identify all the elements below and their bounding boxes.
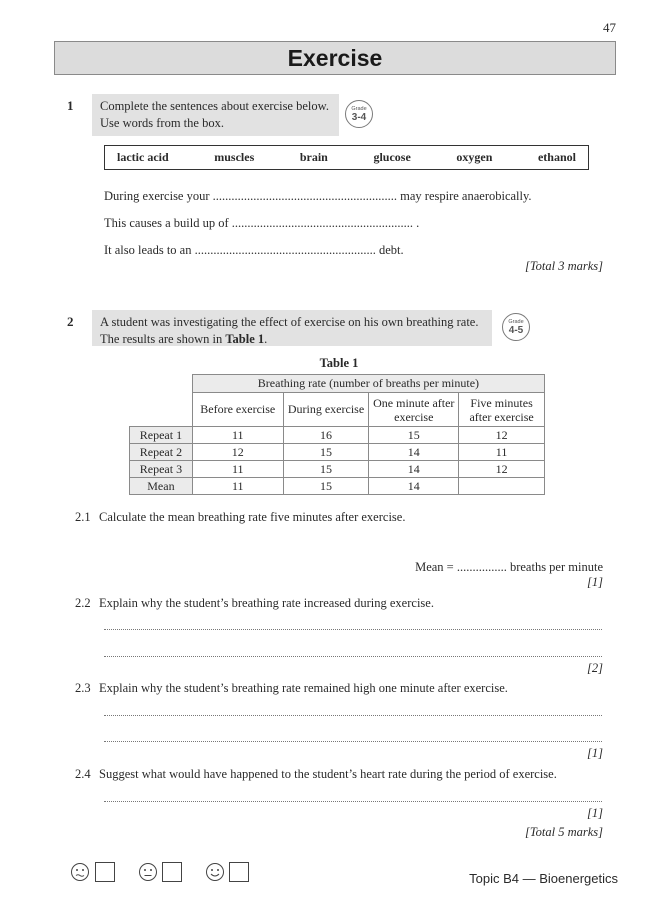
mean-answer-line[interactable]: Mean = ................ breaths per minute [415,560,603,574]
word-box-item: lactic acid [117,150,169,164]
question-1-prompt-line1: Complete the sentences about exercise below. [100,99,329,113]
table-corner [130,375,193,393]
grade-badge-icon [345,100,373,128]
q2-total-marks: [Total 5 marks] [524,825,603,839]
page-number: 47 [603,20,616,35]
topic-footer: Topic B4 — Bioenergetics [469,871,618,886]
q1-sentence-2: This causes a build up of .......................................................... . [104,216,420,230]
answer-line[interactable] [104,656,602,657]
grade-label: Grade [508,318,524,325]
table-cell: 15 [283,478,369,495]
question-2-prompt-line2: The results are shown in Table 1. [100,332,268,346]
table-caption: Table 1 [319,356,359,370]
confidence-checkbox[interactable] [95,862,115,882]
table-row-label: Repeat 1 [130,427,193,444]
subquestion-2-1-text: Calculate the mean breathing rate five minutes after exercise. [99,510,406,524]
word-box-item: brain [299,150,328,164]
q1-sentence-3: It also leads to an .......................................................... debt. [104,243,404,257]
subquestion-2-2-marks: [2] [587,661,603,675]
answer-line[interactable] [104,629,602,630]
table-row [130,461,545,478]
question-1-number: 1 [67,98,74,113]
word-box-item: oxygen [456,150,493,164]
table-cell: 14 [369,444,459,461]
table-column-header: One minute after exercise [369,393,459,427]
table-cell: 15 [369,427,459,444]
subquestion-2-2-text: Explain why the student’s breathing rate increased during exercise. [99,596,434,610]
subquestion-2-4-number: 2.4 [75,767,91,781]
table-span-header: Breathing rate (number of breaths per minute) [192,375,544,393]
table-column-header: Five minutes after exercise [459,393,545,427]
happy-face-icon [205,862,225,886]
table-cell: 15 [283,461,369,478]
q1-total-marks: [Total 3 marks] [524,259,603,273]
table-cell: 12 [459,427,545,444]
word-box [104,145,589,170]
unsure-face-icon [70,862,90,886]
question-1-prompt-line2: Use words from the box. [100,116,224,130]
confidence-checkbox[interactable] [162,862,182,882]
table-cell: 11 [192,461,283,478]
q1-sentence-1: During exercise your ........................................................... may respire anaerobically. [104,189,532,203]
table-row-label: Repeat 3 [130,461,193,478]
grade-label: Grade [351,105,367,112]
title-banner [54,41,616,75]
confidence-checkbox[interactable] [229,862,249,882]
table-cell: 16 [283,427,369,444]
table-cell: 15 [283,444,369,461]
answer-line[interactable] [104,741,602,742]
grade-value: 3-4 [351,111,367,123]
table-column-header: Before exercise [192,393,283,427]
table-column-header: During exercise [283,393,369,427]
table-cell: 11 [459,444,545,461]
table-row [130,427,545,444]
subquestion-2-1-marks: [1] [587,575,603,589]
table-row [130,478,545,495]
word-box-item: glucose [373,150,411,164]
grade-value: 4-5 [508,324,524,336]
table-cell: 11 [192,478,283,495]
page-title: Exercise [287,44,383,71]
subquestion-2-4-marks: [1] [587,806,603,820]
breathing-rate-table [129,374,545,495]
table-cell: 14 [369,478,459,495]
table-cell: 12 [192,444,283,461]
question-2-number: 2 [67,314,74,329]
answer-line[interactable] [104,715,602,716]
table-cell-empty[interactable] [459,478,545,495]
table-row [130,444,545,461]
table-row-label: Repeat 2 [130,444,193,461]
subquestion-2-4-text: Suggest what would have happened to the student’s heart rate during the period of exercise. [99,767,557,781]
question-2-prompt [92,310,492,346]
question-2-prompt-line1: A student was investigating the effect of exercise on his own breathing rate. [100,315,479,329]
table-cell: 12 [459,461,545,478]
grade-badge-icon [502,313,530,341]
table-cell: 11 [192,427,283,444]
subquestion-2-2-number: 2.2 [75,596,91,610]
subquestion-2-3-number: 2.3 [75,681,91,695]
subquestion-2-1-number: 2.1 [75,510,91,524]
question-1-prompt [92,94,339,136]
answer-line[interactable] [104,801,602,802]
word-box-item: muscles [214,150,255,164]
table-corner [130,393,193,427]
word-box-item: ethanol [537,150,576,164]
table-cell: 14 [369,461,459,478]
neutral-face-icon [138,862,158,886]
subquestion-2-3-text: Explain why the student’s breathing rate remained high one minute after exercise. [99,681,508,695]
table-row-label: Mean [130,478,193,495]
subquestion-2-3-marks: [1] [587,746,603,760]
